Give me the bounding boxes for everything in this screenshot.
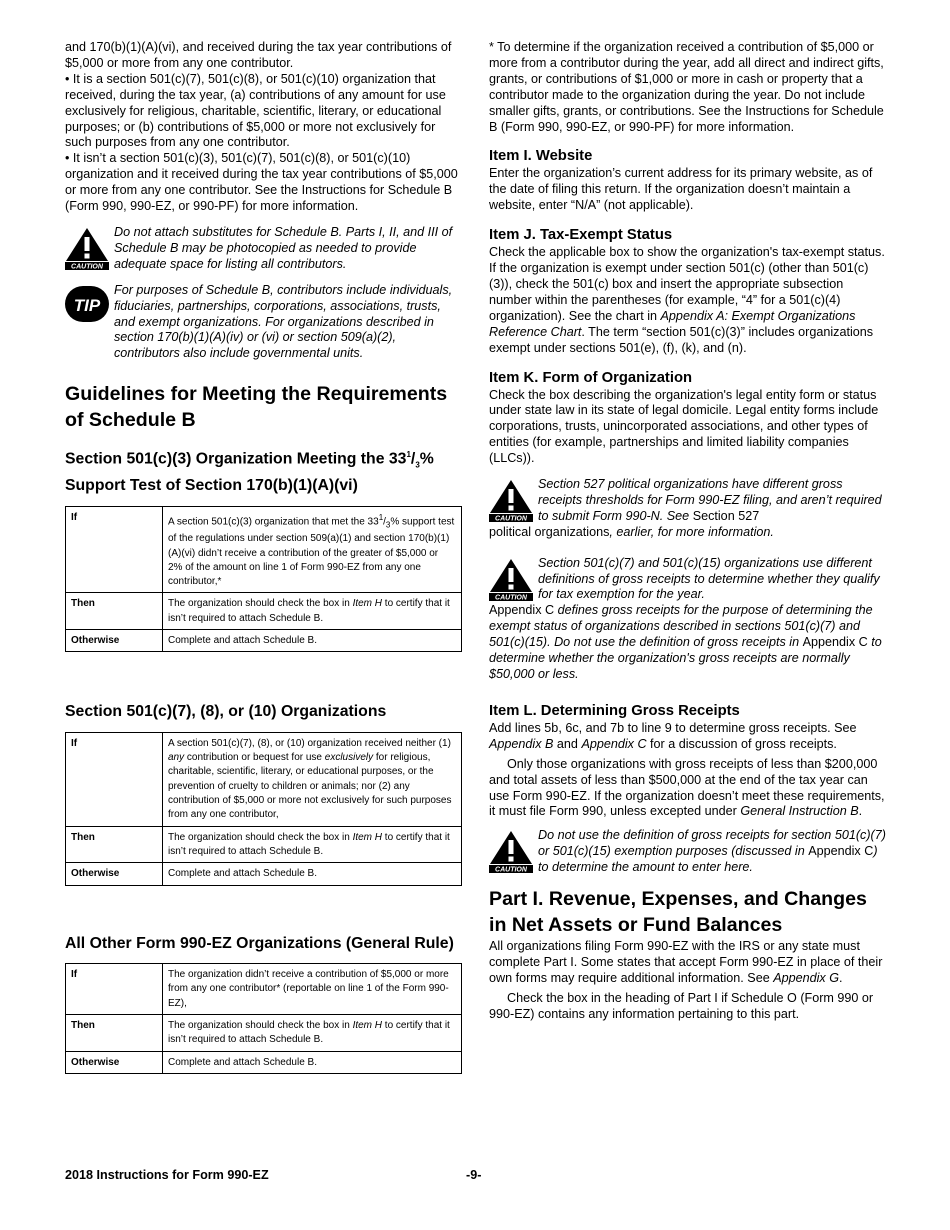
caution-note — [489, 828, 886, 876]
item-j-heading: Item J. Tax-Exempt Status — [489, 227, 673, 244]
part-i-text: All organizations filing Form 990-EZ with the IRS or any state must complete Part I. Some states that accept Form 990-EZ in place of their own forms may require additional information. See Appendix G. — [489, 939, 883, 985]
part-i-heading: Part I. Revenue, Expenses, and Changes in Net Assets or Fund Balances — [489, 888, 867, 937]
guidelines-heading: Guidelines for Meeting the Requirements of Schedule B — [65, 383, 448, 432]
caution-icon — [489, 479, 533, 523]
caution-icon — [489, 558, 533, 602]
general-rule-heading: All Other Form 990-EZ Organizations (General Rule) — [65, 934, 454, 952]
item-k-text: Check the box describing the organization's legal entity form or status under state law in its state of legal domicile. Legal entity forms include corporations, trusts, unincorporated associations, and other types of entities (for example, partnerships and limited liability companies (LLCs)). — [489, 387, 879, 466]
caution-icon — [489, 830, 533, 874]
bullet-item: • It is a section 501(c)(7), 501(c)(8), or 501(c)(10) organization that received, during the tax year, (a) contributions of any amount for use exclusively for religious, charitable, scientific, literary, or educational purposes; or (b) contributions of $5,000 or more not exclusively for such purposes from any one contributor. — [65, 71, 446, 150]
caution-note — [65, 225, 462, 273]
caution-text: Do not attach substitutes for Schedule B. Parts I, II, and III of Schedule B may be photocopied as needed to provide adequate space for listing all contributors. — [114, 224, 453, 271]
item-k-heading: Item K. Form of Organization — [489, 369, 693, 386]
svg-text:CAUTION: CAUTION — [71, 263, 103, 271]
item-i-text: Enter the organization’s current address for its primary website, as of the date of filing this return. If the organization doesn’t maintain a website, enter “N/A” (not applicable). — [489, 166, 873, 213]
table-general-rule — [65, 963, 462, 1074]
caution-text: Section 501(c)(7) and 501(c)(15) organizations use different definitions of gross receipts to determine whether they qualify for tax exemption for the year. — [538, 555, 880, 602]
svg-text:CAUTION: CAUTION — [495, 515, 527, 523]
caution-note: CAUTION Section 501(c)(7) and 501(c)(15) organizations use different definitions of gross receipts to determine whether they qualify for tax exemption for the year. Appendix C defines gross receipts for the purpose of determining the exempt status of organizations described in sections 501(c)(7) and 501(c)(15). Do not use the definition of gross receipts in Appendix C to determine whether the organization's gross receipts are normally $50,000 or less. — [489, 556, 886, 683]
section-501c7-heading: Section 501(c)(7), (8), or (10) Organizations — [65, 703, 387, 721]
svg-text:TIP: TIP — [73, 295, 101, 315]
table-row: Otherwise Complete and attach Schedule B. — [66, 630, 462, 652]
table-row: Then The organization should check the box in Item H to certify that it isn’t required to attach Schedule B. — [66, 826, 462, 863]
item-i-heading: Item I. Website — [489, 148, 593, 165]
right-column — [489, 40, 886, 1023]
table-row: Then The organization should check the box in Item H to certify that it isn’t required to attach Schedule B. — [66, 593, 462, 630]
table-row: Otherwise Complete and attach Schedule B. — [66, 1051, 462, 1073]
table-501c3 — [65, 506, 462, 653]
item-j-text: Check the applicable box to show the organization's tax-exempt status. If the organization is exempt under section 501(c) (other than 501(c)(3)), check the 501(c) box and insert the appropriate subsection number within the parentheses (for example, “4” for a 501(c)(4) organization). See the chart in Appendix A: Exempt Organizations Reference Chart. The term “section 501(c)(3)” includes organizations exempt under sections 501(e), (f), (k), and (n). — [489, 245, 885, 355]
table-row: If A section 501(c)(7), (8), or (10) organization received neither (1) any contribution or bequest for use exclusively for religious, charitable, scientific, literary, or educational purposes, or the prevention of cruelty to children or animals; nor (2) any contribution of $5,000 or more not exclusively for such purposes from any one contributor, — [66, 732, 462, 826]
table-row: If The organization didn’t receive a contribution of $5,000 or more from any one contributor* (reportable on line 1 of the Form 990-EZ), — [66, 964, 462, 1015]
left-column — [65, 40, 462, 1074]
section-501c3-heading: Section 501(c)(3) Organization Meeting the $33^1/_3\%$ Support Test of Section 170(b)(1)(A)(vi) — [65, 450, 434, 495]
footer-title: 2018 Instructions for Form 990-EZ — [65, 1168, 269, 1182]
item-l-heading: Item L. Determining Gross Receipts — [489, 702, 740, 719]
page-number: -9- — [466, 1168, 482, 1182]
table-row: Then The organization should check the box in Item H to certify that it isn’t required to attach Schedule B. — [66, 1014, 462, 1051]
continued-paragraph: and 170(b)(1)(A)(vi), and received during the tax year contributions of $5,000 or more from any one contributor. — [65, 40, 452, 70]
caution-note: CAUTION Section 527 political organizations have different gross receipts thresholds for Form 990-EZ filing, and aren’t required to submit Form 990-N. See Section 527 political organizations, earlier, for more information. — [489, 477, 886, 541]
table-row: Otherwise Complete and attach Schedule B. — [66, 863, 462, 885]
table-501c7 — [65, 732, 462, 886]
caution-text: Do not use the definition of gross receipts for section 501(c)(7) or 501(c)(15) exemption purposes (discussed in Appendix C) to determine the amount to enter here. — [538, 828, 886, 875]
item-l-text-2: Only those organizations with gross receipts of less than $200,000 and total assets of less than $500,000 at the end of the tax year can use Form 990-EZ. If the organization doesn’t meet these requirements, it must file Form 990, unless excepted under General Instruction B. — [489, 756, 885, 819]
tip-icon — [65, 286, 109, 322]
part-i-text-2: Check the box in the heading of Part I if Schedule O (Form 990 or 990-EZ) contains any information pertaining to this part. — [489, 990, 874, 1021]
caution-text: Section 527 political organizations have different gross receipts thresholds for Form 990-EZ filing, and aren’t required to submit Form 990-N. See Section 527 — [538, 477, 882, 523]
item-l-text: Add lines 5b, 6c, and 7b to line 9 to determine gross receipts. See Appendix B and Appendix C for a discussion of gross receipts. — [489, 720, 857, 751]
footnote: * To determine if the organization received a contribution of $5,000 or more from a contributor during the year, add all direct and indirect gifts, grants, or contributions of $1,000 or more in cash or property that a contributor made to the organization during the year. Do not include smaller gifts, grants, or contributions. See the Instructions for Schedule B (Form 990, 990-EZ, or 990-PF) for more information. — [489, 40, 884, 134]
tip-note — [65, 283, 462, 363]
svg-text:CAUTION: CAUTION — [495, 866, 527, 874]
tip-text: For purposes of Schedule B, contributors include individuals, fiduciaries, partnerships, corporations, associations, trusts, and exempt organizations. For organizations described in section 170(b)(1)(A)(iv) or (vi) or section 509(a)(2), contributors also include governmental units. — [114, 282, 453, 361]
bullet-item: • It isn’t a section 501(c)(3), 501(c)(7), 501(c)(8), or 501(c)(10) organization and it received during the tax year contributions of $5,000 or more from any one contributor. See the Instructions for Schedule B (Form 990, 990-EZ, or 990-PF) for more information. — [65, 151, 458, 214]
caution-icon — [65, 227, 109, 271]
table-row: If A section 501(c)(3) organization that met the $33^1/_3\%$ support test of the regulations under section 509(a)(1) and section 170(b)(1)(A)(vi) didn’t receive a contribution of the greater of $5,000 or 2% of the amount on line 1 of Form 990-EZ from any one contributor,* — [66, 506, 462, 593]
svg-text:CAUTION: CAUTION — [495, 594, 527, 602]
